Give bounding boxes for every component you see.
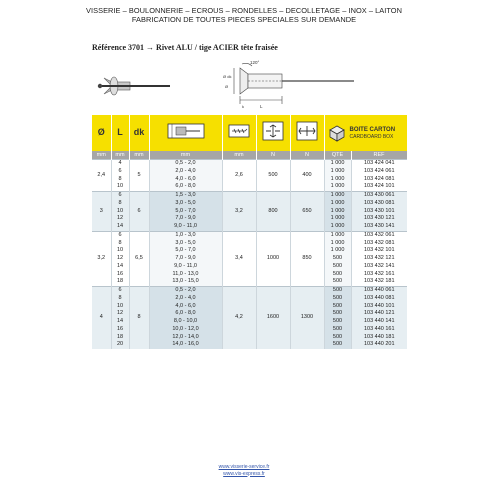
cell-grip-range: 5,0 - 7,0 [149,208,222,216]
cell-grip-range: 9,0 - 11,0 [149,223,222,231]
box-subtitle: CARDBOARD BOX [349,133,394,140]
cell-head-diameter: 5 [129,160,149,192]
cell-length: 14 [111,263,129,271]
cell-length: 14 [111,318,129,326]
company-header [0,6,488,24]
table-row [92,231,407,239]
cell-length: 8 [111,295,129,303]
drawing-dim-k: k [242,104,244,109]
cell-reference: 103 440 201 [351,341,407,349]
cell-quantity: 500 [324,295,351,303]
cell-reference: 103 424 101 [351,183,407,191]
cell-tensile-strength: 1300 [290,287,324,350]
cell-length: 10 [111,183,129,191]
cell-reference: 103 432 141 [351,263,407,271]
cell-grip-range: 7,0 - 9,0 [149,255,222,263]
cell-shear-strength: 500 [256,160,290,192]
cell-reference: 103 432 181 [351,278,407,286]
unit-cell: N [290,151,324,160]
cell-grip-range: 12,0 - 14,0 [149,334,222,342]
cell-grip-range: 5,0 - 7,0 [149,247,222,255]
cell-reference: 103 432 161 [351,271,407,279]
cell-reference: 103 440 121 [351,310,407,318]
cell-reference: 103 432 061 [351,231,407,239]
cell-tensile-strength: 850 [290,231,324,286]
cell-reference: 103 430 061 [351,192,407,200]
cell-quantity: 1 000 [324,240,351,248]
unit-cell: mm [149,151,222,160]
cell-quantity: 500 [324,341,351,349]
header-diameter: Ø [92,115,111,151]
table-header-row [92,115,407,151]
cell-quantity: 500 [324,287,351,295]
cell-grip-range: 3,0 - 5,0 [149,200,222,208]
cell-tensile-strength: 650 [290,192,324,232]
cell-grip-range: 8,0 - 10,0 [149,318,222,326]
cell-quantity: 500 [324,326,351,334]
drawing-dim-l: L [260,104,263,109]
cell-quantity: 1 000 [324,208,351,216]
footer-links [0,464,488,477]
cell-reference: 103 440 161 [351,326,407,334]
cell-quantity: 1 000 [324,192,351,200]
cell-length: 6 [111,287,129,295]
cell-head-diameter: 6,5 [129,231,149,286]
cell-quantity: 1 000 [324,176,351,184]
footer-link-vis-express[interactable]: www.vis-express.fr [223,470,265,477]
cell-quantity: 500 [324,278,351,286]
header-shear-icon [256,115,290,151]
cell-grip-range: 6,0 - 8,0 [149,310,222,318]
cell-reference: 103 424 081 [351,176,407,184]
cell-length: 18 [111,334,129,342]
cell-shear-strength: 800 [256,192,290,232]
header-head-diameter: dk [129,115,149,151]
cell-reference: 103 430 081 [351,200,407,208]
cell-length: 20 [111,341,129,349]
cell-grip-range: 10,0 - 12,0 [149,326,222,334]
cell-drill-diameter: 4,2 [222,287,256,350]
cardboard-box-icon [327,123,347,143]
cell-grip-range: 3,0 - 5,0 [149,240,222,248]
cell-grip-range: 1,5 - 3,0 [149,192,222,200]
unit-cell: mm [129,151,149,160]
cell-length: 4 [111,160,129,168]
cell-quantity: 1 000 [324,247,351,255]
cell-reference: 103 432 101 [351,247,407,255]
unit-cell: mm [92,151,111,160]
cell-diameter: 3 [92,192,111,232]
cell-grip-range: 0,5 - 2,0 [149,287,222,295]
cell-diameter: 3,2 [92,231,111,286]
cell-diameter: 4 [92,287,111,350]
cell-length: 8 [111,200,129,208]
cell-drill-diameter: 3,4 [222,231,256,286]
table-row [92,160,407,168]
tensile-strength-icon [295,120,319,142]
cell-length: 10 [111,247,129,255]
cell-reference: 103 440 061 [351,287,407,295]
rivet-spec-table [92,115,408,349]
cell-drill-diameter: 3,2 [222,192,256,232]
cell-length: 8 [111,240,129,248]
cell-quantity: 1 000 [324,200,351,208]
cell-length: 6 [111,192,129,200]
cell-length: 18 [111,278,129,286]
units-row [92,151,407,160]
cell-quantity: 1 000 [324,215,351,223]
cell-reference: 103 440 101 [351,303,407,311]
header-line-1: VISSERIE – BOULONNERIE – ECROUS – RONDELLES – DECOLLETAGE – INOX – LAITON [86,6,402,15]
cell-length: 6 [111,168,129,176]
unit-cell: mm [222,151,256,160]
header-cardboard-box [324,115,407,151]
cell-diameter: 2,4 [92,160,111,192]
cell-grip-range: 6,0 - 8,0 [149,183,222,191]
cell-grip-range: 4,0 - 6,0 [149,303,222,311]
cell-length: 16 [111,271,129,279]
cell-shear-strength: 1000 [256,231,290,286]
cell-reference: 103 424 061 [351,168,407,176]
cell-reference: 103 432 121 [351,255,407,263]
drill-bit-icon [227,121,251,141]
cell-reference: 103 424 041 [351,160,407,168]
drawing-angle-label: 120° [250,60,260,65]
cell-tensile-strength: 400 [290,160,324,192]
cell-quantity: 500 [324,310,351,318]
cell-reference: 103 440 081 [351,295,407,303]
cell-grip-range: 1,0 - 3,0 [149,231,222,239]
cell-quantity: 1 000 [324,231,351,239]
cell-reference: 103 432 081 [351,240,407,248]
cell-grip-range: 9,0 - 11,0 [149,263,222,271]
cell-quantity: 500 [324,255,351,263]
cell-quantity: 500 [324,303,351,311]
rivet-drawings [92,58,402,113]
cell-length: 12 [111,310,129,318]
cell-quantity: 1 000 [324,183,351,191]
cell-grip-range: 2,0 - 4,0 [149,168,222,176]
cell-grip-range: 13,0 - 15,0 [149,278,222,286]
unit-cell: QTE [324,151,351,160]
header-length: L [111,115,129,151]
unit-cell: mm [111,151,129,160]
cell-length: 8 [111,176,129,184]
header-drill-icon [222,115,256,151]
cell-head-diameter: 6 [129,192,149,232]
cell-quantity: 500 [324,271,351,279]
cell-quantity: 500 [324,334,351,342]
cell-grip-range: 7,0 - 9,0 [149,215,222,223]
cell-grip-range: 4,0 - 6,0 [149,176,222,184]
cell-length: 14 [111,223,129,231]
cell-reference: 103 430 141 [351,223,407,231]
cell-reference: 103 440 141 [351,318,407,326]
cell-length: 12 [111,255,129,263]
footer-link-visserie-service[interactable]: www.visserie-service.fr [218,464,270,470]
cell-quantity: 1 000 [324,168,351,176]
cell-grip-range: 11,0 - 13,0 [149,271,222,279]
cell-reference: 103 440 181 [351,334,407,342]
cell-reference: 103 430 121 [351,215,407,223]
box-title: BOITE CARTON [349,126,396,133]
unit-cell: N [256,151,290,160]
cell-quantity: 500 [324,318,351,326]
cell-drill-diameter: 2,6 [222,160,256,192]
grip-range-icon [166,121,206,141]
cell-length: 10 [111,208,129,216]
cell-length: 16 [111,326,129,334]
cell-reference: 103 430 101 [351,208,407,216]
cell-quantity: 1 000 [324,223,351,231]
product-reference-title: Référence 3701 → Rivet ALU / tige ACIER tête fraisée [92,43,278,52]
drawing-dim-dk: Ø dk [223,74,232,79]
rivet-technical-drawing [234,63,354,104]
cell-length: 10 [111,303,129,311]
table-row [92,287,407,295]
cell-length: 6 [111,231,129,239]
table-row [92,192,407,200]
cell-quantity: 500 [324,263,351,271]
unit-cell: REF [351,151,407,160]
shear-strength-icon [261,120,285,142]
cell-grip-range: 2,0 - 4,0 [149,295,222,303]
header-line-2: FABRICATION DE TOUTES PIECES SPECIALES SUR DEMANDE [131,15,357,24]
cell-grip-range: 0,5 - 2,0 [149,160,222,168]
header-tensile-icon [290,115,324,151]
cell-shear-strength: 1600 [256,287,290,350]
cell-length: 12 [111,215,129,223]
header-grip-icon [149,115,222,151]
rivet-photo-illustration [98,77,170,95]
cell-quantity: 1 000 [324,160,351,168]
cell-head-diameter: 8 [129,287,149,350]
cell-grip-range: 14,0 - 16,0 [149,341,222,349]
drawing-dim-d: Ø [225,84,229,89]
